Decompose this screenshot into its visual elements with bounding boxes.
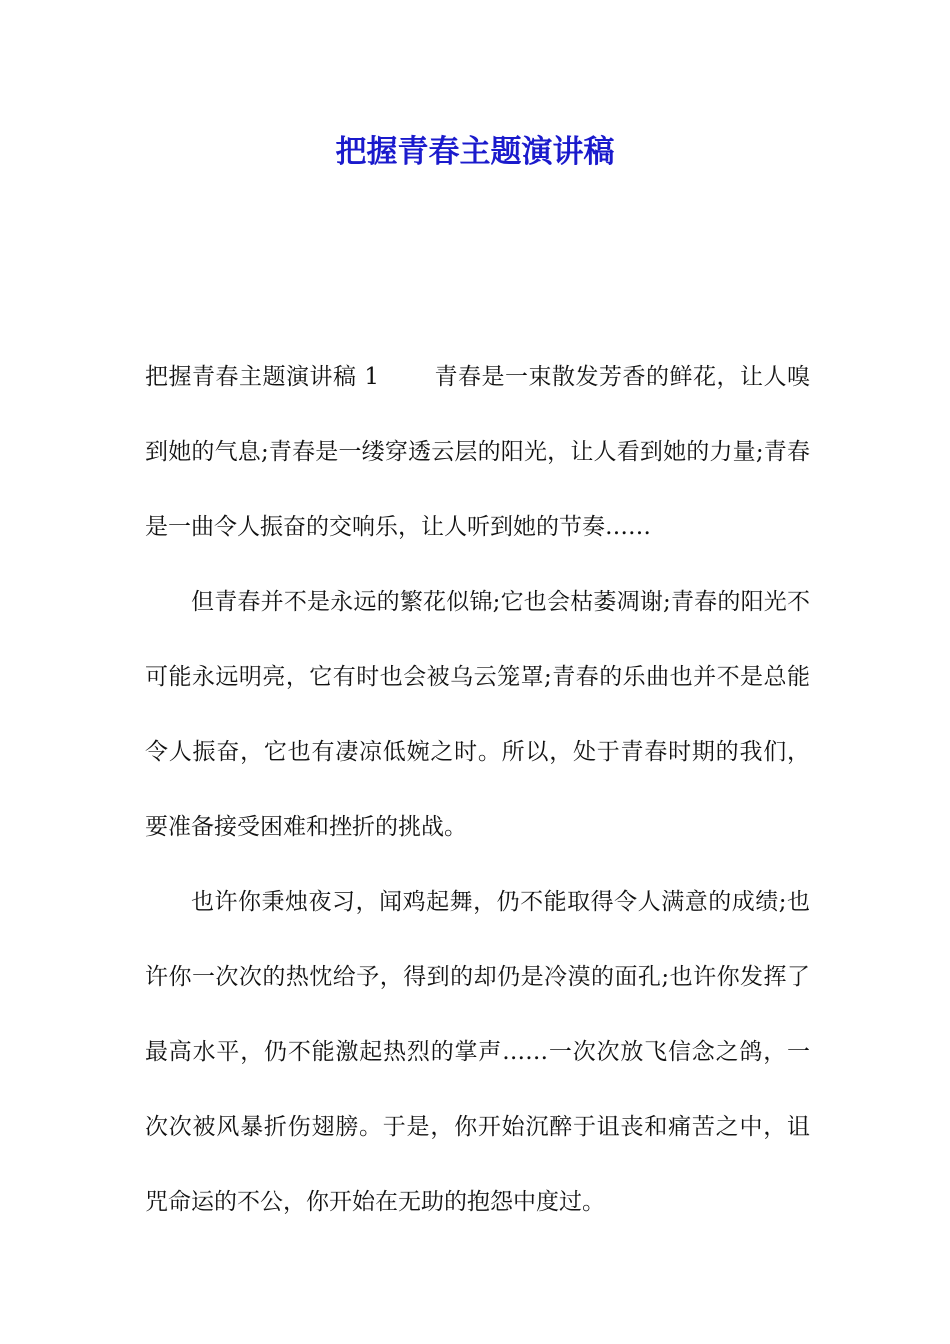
section-heading: 把握青春主题演讲稿 1 bbox=[145, 364, 379, 390]
paragraph-3: 也许你秉烛夜习，闻鸡起舞，仍不能取得令人满意的成绩;也许你一次次的热忱给予，得到的却仍是冷漠的面孔;也许你发挥了最高水平，仍不能激起热烈的掌声……一次次放飞信念之鸽，一次次被风暴折伤翅膀。于是，你开始沉醉于诅丧和痛苦之中，诅咒命运的不公，你开始在无助的抱怨中度过。 bbox=[145, 889, 810, 1215]
document-body bbox=[145, 340, 810, 1240]
paragraph-2: 但青春并不是永远的繁花似锦;它也会枯萎凋谢;青春的阳光不可能永远明亮，它有时也会被乌云笼罩;青春的乐曲也并不是总能令人振奋，它也有凄凉低婉之时。所以，处于青春时期的我们，要准备接受困难和挫折的挑战。 bbox=[145, 589, 810, 840]
paragraph-1 bbox=[145, 340, 810, 565]
document-title: 把握青春主题演讲稿 bbox=[335, 134, 615, 170]
paragraph-1-text: 青春是一束散发芳香的鲜花，让人嗅到她的气息;青春是一缕穿透云层的阳光，让人看到她的力量;青春是一曲令人振奋的交响乐，让人听到她的节奏…… bbox=[145, 364, 810, 540]
